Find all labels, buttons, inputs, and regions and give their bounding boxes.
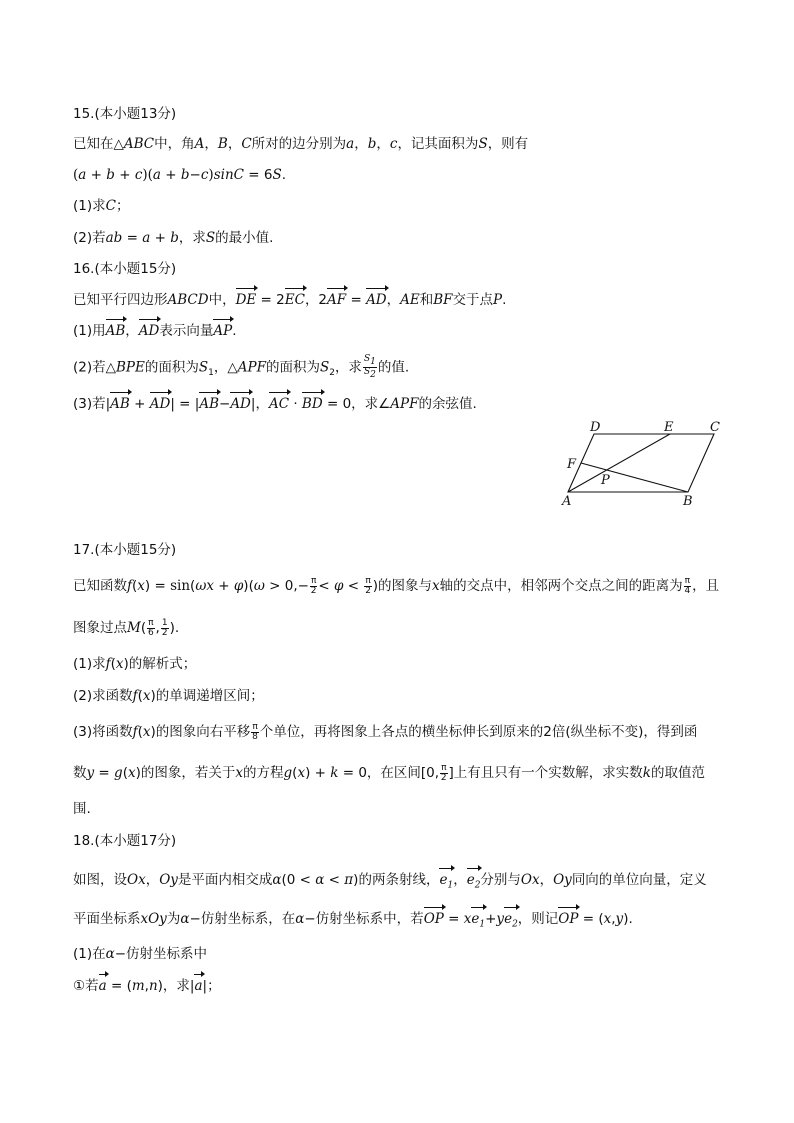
label-D: D (590, 420, 601, 435)
q18-part1: (1)在α−仿射坐标系中 (73, 946, 208, 962)
label-E: E (664, 420, 674, 435)
q17-header: 17.(本小题15分) (73, 542, 177, 558)
q17-stem-line2: 图象过点M( $\frac{\pi}{6}$ , $\frac{1}{2}$ ). (73, 617, 180, 638)
segment-BF (581, 463, 688, 492)
q16-stem: 已知平行四边形ABCD中，DE = 2EC，2AF = AD，AE和BF交于点P. (73, 292, 507, 308)
q16-part1: (1)用AB，AD表示向量AP. (73, 323, 237, 339)
q18-stem-line1: 如图，设Ox，Oy是平面内相交成α(0 < α < π)的两条射线，$e_1$，$e_2$分别与Ox，Oy同向的单位向量，定义 (73, 870, 707, 896)
label-P: P (601, 473, 610, 488)
q15-part1: (1)求C； (73, 198, 130, 214)
label-A: A (562, 494, 572, 508)
q16-header: 16.(本小题15分) (73, 261, 177, 277)
q16-part2: (2)若△BPE的面积为$S_1$，△APF的面积为$S_2$，求 $\frac{S_1}{S_2}$ 的值. (73, 354, 410, 380)
q17-stem-line1: 已知函数f(x) = sin(ωx + φ)(ω > 0,− $\frac{\pi}{2}$ < φ < $\frac{\pi}{2}$ )的图象与x轴的交点中，相邻两个交点之间的距离为 $\frac{\pi}{4}$ ，且 (73, 575, 720, 596)
parallelogram-outline (568, 434, 714, 492)
q18-stem-line2: 平面坐标系xOy为α−仿射坐标系，在α−仿射坐标系中，若OP = $xe_1+ye_2$，则记OP = (x,y). (73, 909, 633, 935)
q18-header: 18.(本小题17分) (73, 833, 177, 849)
q18-part1a: ①若a = (m,n)，求|a|； (73, 978, 221, 994)
q17-part3-line3: 围. (73, 801, 91, 817)
label-B: B (683, 494, 693, 508)
q15-formula: (a + b + c)(a + b−c)sinC = 6S. (73, 167, 287, 183)
q17-part3-line1: (3)将函数f(x)的图象向右平移 $\frac{\pi}{8}$ 个单位，再将图象上各点的横坐标伸长到原来的2倍(纵坐标不变)，得到函 (73, 721, 698, 742)
q15-stem: 已知在△ABC中，角A，B，C所对的边分别为a，b，c，记其面积为S，则有 (73, 136, 529, 152)
q16-part3: (3)若|AB + AD| = |AB−AD|，AC · BD = 0，求∠APF的余弦值. (73, 396, 477, 412)
parallelogram-figure (556, 416, 726, 508)
q17-part3-line2: 数y = g(x)的图象，若关于x的方程g(x) + k = 0，在区间[0, $\frac{\pi}{2}$ ]上有且只有一个实数解，求实数k的取值范 (73, 762, 705, 783)
q15-part2: (2)若ab = a + b，求S的最小值. (73, 230, 274, 246)
q17-part1: (1)求f(x)的解析式； (73, 656, 197, 672)
q17-part2: (2)求函数f(x)的单调递增区间； (73, 688, 264, 704)
label-F: F (567, 457, 577, 472)
q15-header: 15.(本小题13分) (73, 106, 177, 122)
label-C: C (710, 420, 720, 435)
